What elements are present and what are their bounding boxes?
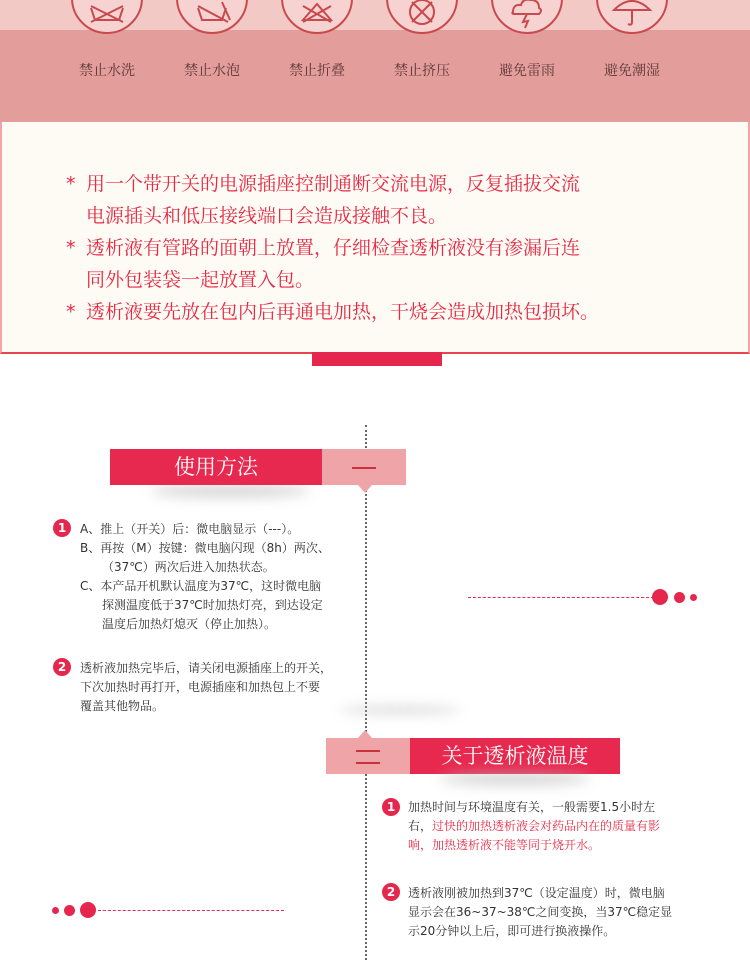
- notes-tab: [312, 352, 442, 366]
- warning-label: 禁止挤压: [394, 63, 450, 79]
- divider-line-left: [98, 910, 284, 911]
- temperature-pointer: [358, 730, 372, 738]
- step-line: [408, 817, 708, 836]
- divider-dot: [690, 594, 697, 601]
- usage-step-2-number: 2: [53, 658, 71, 676]
- step-line: 加热时间与环境温度有关，一般需要1.5小时左: [408, 800, 656, 814]
- note-star: *: [66, 237, 76, 259]
- step-line: 温度后加热灯熄灭（停止加热）。: [102, 617, 277, 631]
- usage-step-2: [80, 659, 370, 716]
- step-line: 下次加热时再打开，电源插座和加热包上不要: [80, 680, 321, 694]
- usage-step-1: [80, 520, 370, 634]
- note-2: [66, 232, 706, 296]
- umbrella-icon: [596, 0, 668, 34]
- no-fold-icon: [281, 0, 353, 34]
- notes-panel: [0, 122, 750, 354]
- usage-badge-glyph: [352, 467, 376, 469]
- usage-title: 使用方法: [110, 449, 322, 485]
- header-shadow: [440, 772, 590, 786]
- usage-badge: [322, 449, 406, 485]
- note-line: 电源插头和低压接线端口会造成接触不良。: [86, 205, 448, 227]
- divider-dot: [64, 905, 75, 916]
- no-wash-icon: [71, 0, 143, 34]
- warning-label: 禁止水洗: [79, 63, 135, 79]
- temperature-badge: [326, 738, 410, 774]
- temperature-badge-glyph: [356, 762, 380, 764]
- step-line: 探测温度低于37℃时加热灯亮，到达设定: [102, 598, 323, 612]
- warning-label: 禁止水泡: [184, 63, 240, 79]
- divider-dot: [674, 592, 685, 603]
- no-soak-icon: [176, 0, 248, 34]
- header-shadow: [150, 484, 310, 498]
- usage-step-1-number: 1: [53, 519, 71, 537]
- step-line: （37℃）两次后进入加热状态。: [102, 560, 275, 574]
- step-text: 右，: [408, 819, 433, 833]
- step-line: 显示会在36~37~38℃之间变换，当37℃稳定显: [408, 905, 673, 919]
- temperature-title: 关于透析液温度: [410, 738, 620, 774]
- temperature-badge-glyph: [356, 750, 380, 752]
- note-line: 透析液要先放在包内后再通电加热，干烧会造成加热包损坏。: [86, 301, 600, 323]
- warning-label: 避免潮湿: [604, 63, 660, 79]
- temperature-step-2-number: 2: [382, 883, 400, 901]
- step-text-highlight: 过快的加热透析液会对药品内在的质量有影: [432, 819, 661, 833]
- note-line: 同外包装袋一起放置入包。: [86, 269, 315, 291]
- step-line: C、本产品开机默认温度为37℃，这时微电脑: [80, 579, 322, 593]
- step-line: 示20分钟以上后，即可进行换液操作。: [408, 924, 616, 938]
- no-squeeze-icon: [386, 0, 458, 34]
- header-shadow: [340, 706, 460, 714]
- temperature-step-1: [408, 798, 708, 855]
- step-line: A、推上（开关）后：微电脑显示（---）。: [80, 522, 300, 536]
- divider-dot: [652, 589, 668, 605]
- note-3: [66, 296, 706, 328]
- temperature-step-2: [408, 884, 708, 941]
- note-line: 用一个带开关的电源插座控制通断交流电源，反复插拔交流: [86, 173, 581, 195]
- step-line: B、再按（M）按键：微电脑闪现（8h）两次、: [80, 541, 330, 555]
- warning-label: 禁止折叠: [289, 63, 345, 79]
- warning-label: 避免雷雨: [499, 63, 555, 79]
- temperature-step-1-number: 1: [382, 798, 400, 816]
- step-line: 覆盖其他物品。: [80, 699, 165, 713]
- note-1: [66, 168, 706, 232]
- note-line: 透析液有管路的面朝上放置，仔细检查透析液没有渗漏后连: [86, 237, 581, 259]
- usage-pointer: [358, 485, 372, 493]
- note-star: *: [66, 301, 76, 323]
- thunderstorm-icon: [491, 0, 563, 34]
- step-line-highlight: 响，加热透析液不能等同于烧开水。: [408, 838, 601, 852]
- divider-dot: [52, 907, 59, 914]
- divider-line-right: [468, 597, 654, 598]
- note-star: *: [66, 173, 76, 195]
- divider-dot: [80, 902, 96, 918]
- step-line: 透析液刚被加热到37℃（设定温度）时，微电脑: [408, 886, 665, 900]
- step-line: 透析液加热完毕后，请关闭电源插座上的开关，: [80, 661, 333, 675]
